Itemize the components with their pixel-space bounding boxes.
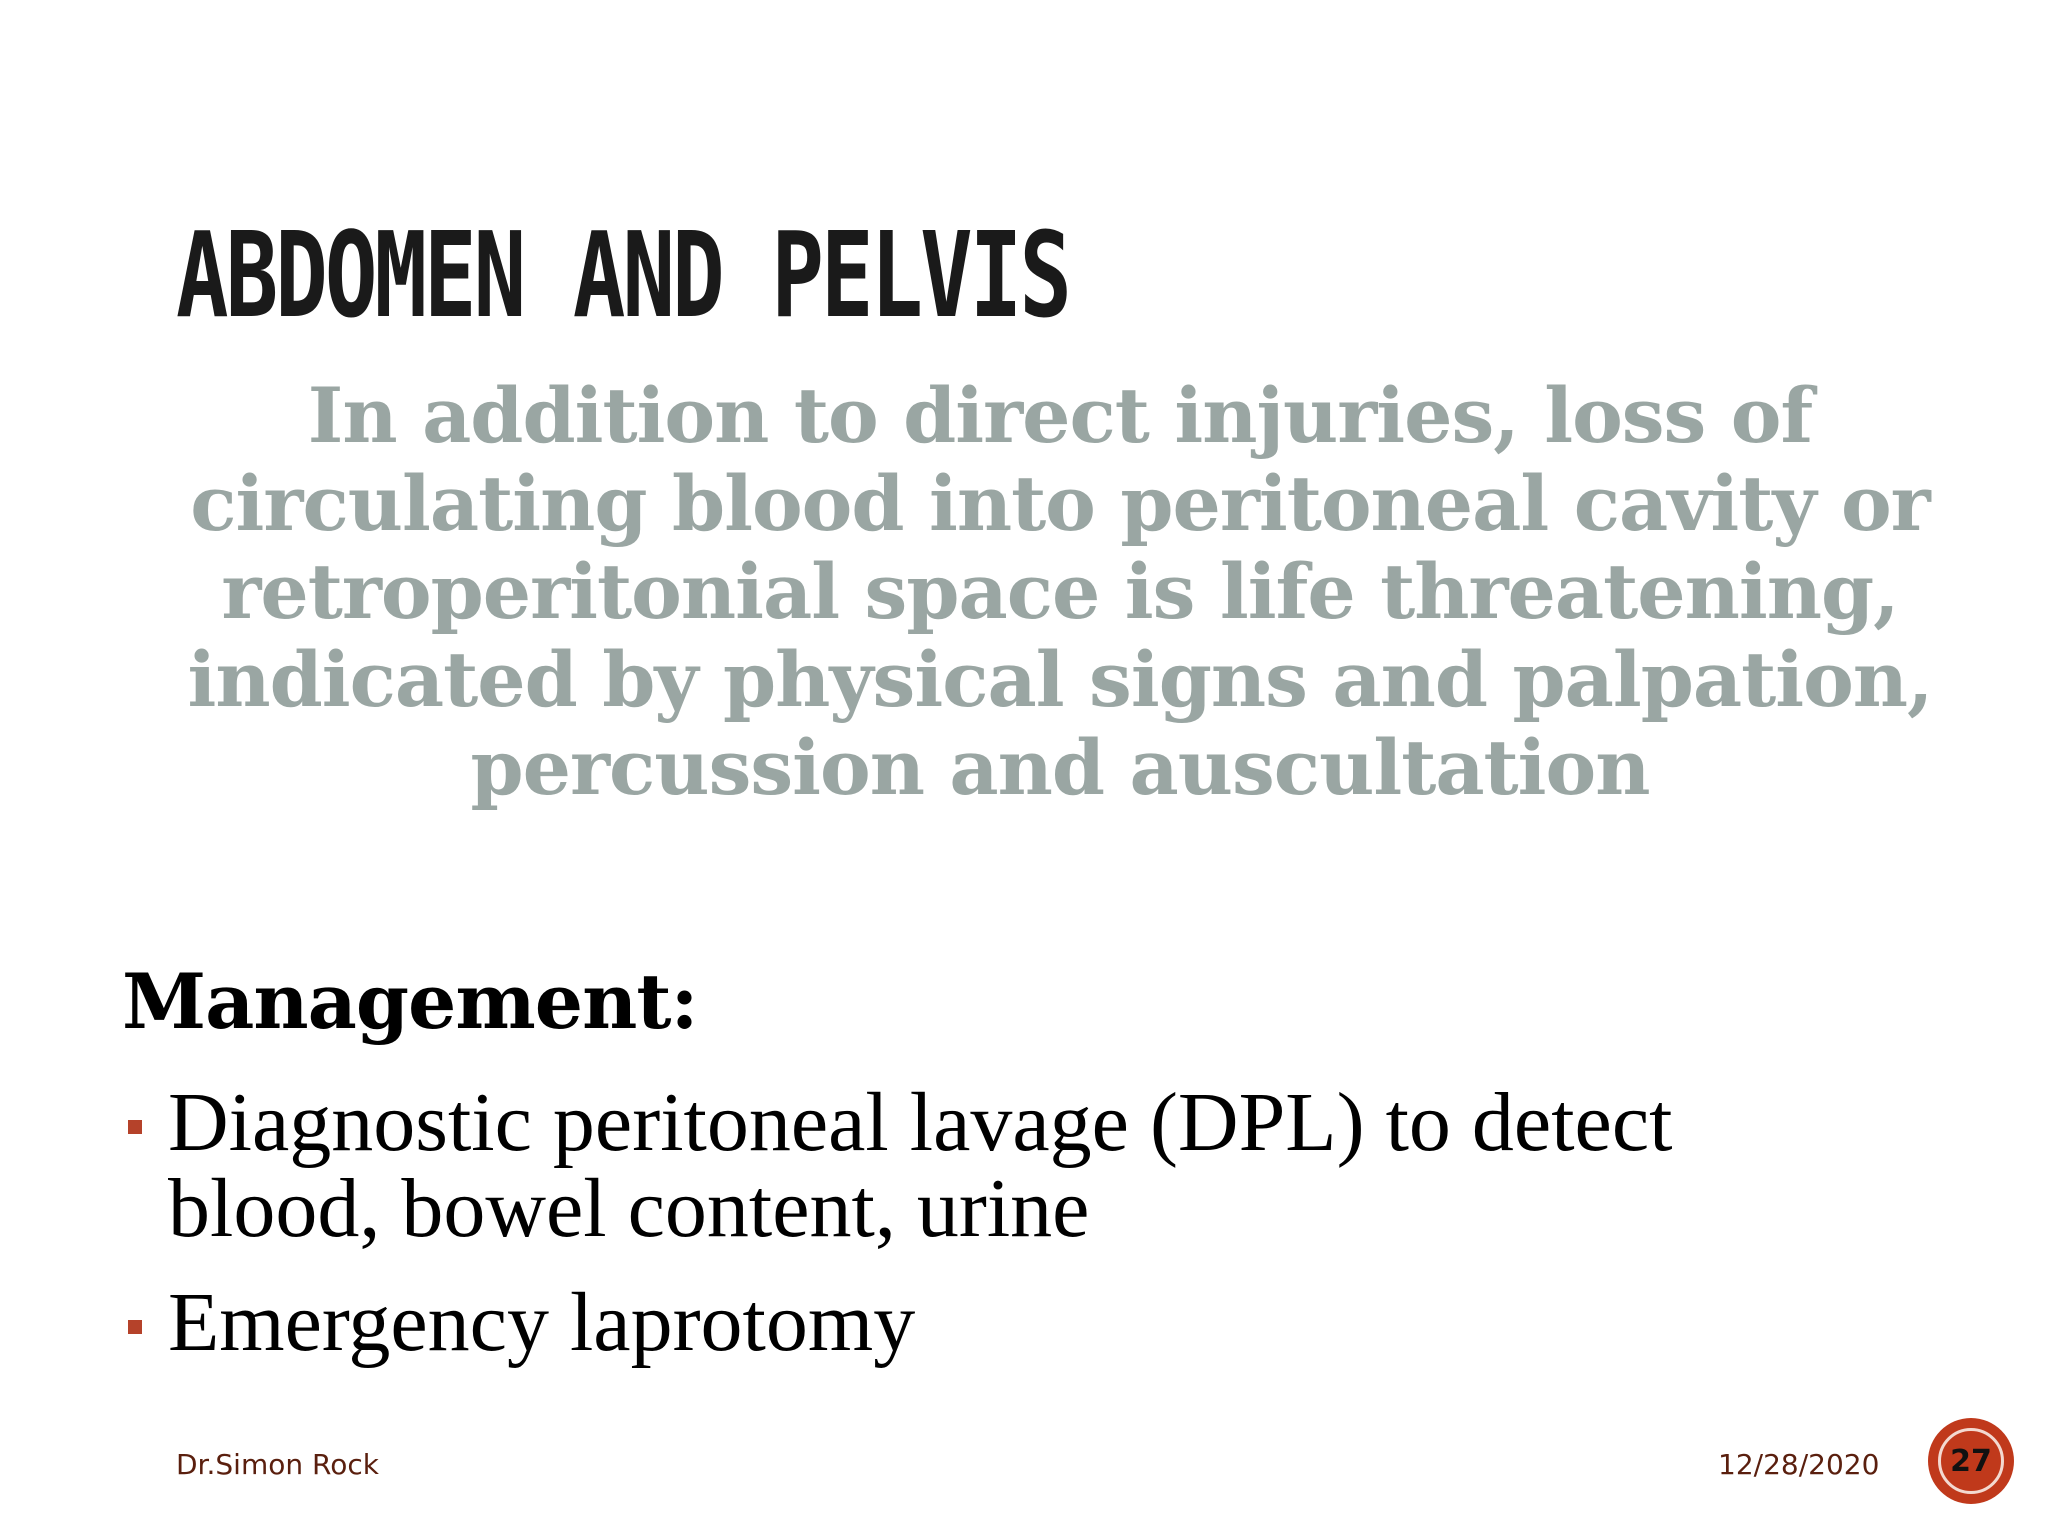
list-item-text: Emergency laprotomy	[168, 1276, 916, 1369]
footer-date: 12/28/2020	[1718, 1448, 1880, 1481]
list-item	[124, 1276, 1884, 1369]
square-bullet-icon	[128, 1120, 142, 1134]
management-heading: Management:	[122, 957, 698, 1046]
page-number: 27	[1938, 1428, 2004, 1494]
square-bullet-icon	[128, 1320, 142, 1334]
page-number-badge	[1928, 1418, 2014, 1504]
list-item	[124, 1076, 1884, 1255]
management-list	[124, 1076, 1884, 1394]
lead-paragraph: In addition to direct injuries, loss of circulating blood into peritoneal cavity or retroperitonial space is life threatening, indicated by physical signs and palpation, percussion and auscultation	[187, 371, 1933, 812]
list-item-text: Diagnostic peritoneal lavage (DPL) to detect blood, bowel content, urine	[168, 1076, 1673, 1255]
footer-author: Dr.Simon Rock	[176, 1448, 379, 1481]
slide-title: ABDOMEN AND PELVIS	[176, 206, 1070, 344]
